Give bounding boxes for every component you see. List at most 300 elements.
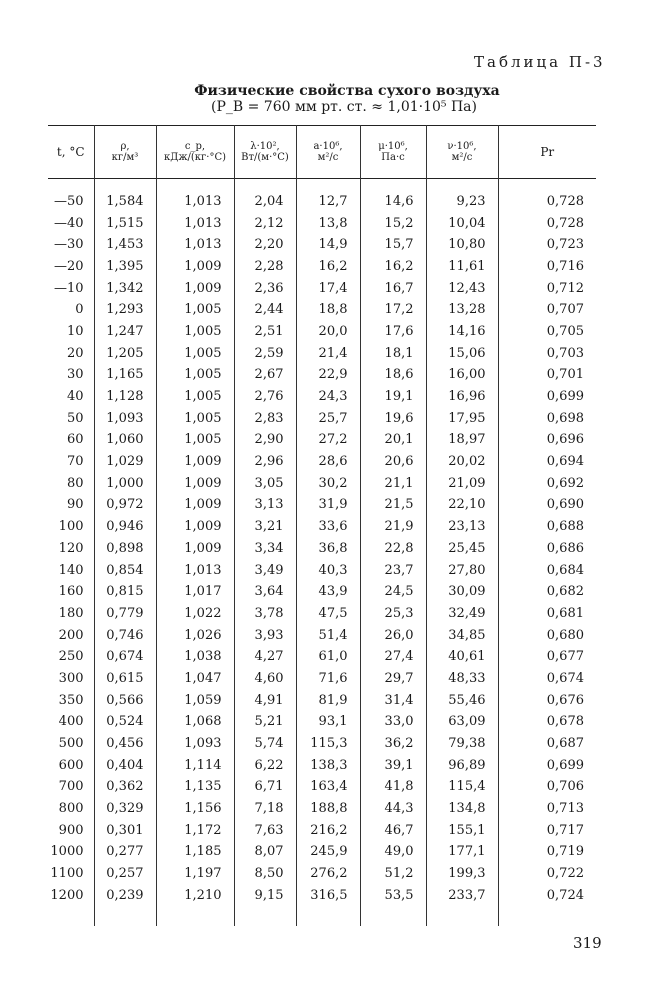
cell-pr: 0,690 [498,494,596,516]
cell-lambda: 5,74 [234,733,296,755]
table-row [48,191,596,213]
cell-nu: 30,09 [426,581,498,603]
table-row [48,516,596,538]
cell-nu: 16,96 [426,386,498,408]
table-row [48,299,596,321]
cell-t: 1000 [50,844,84,860]
cell-nu: 40,61 [426,646,498,668]
cell-pr: 0,676 [498,689,596,711]
table-row [48,342,596,364]
cell-rho: 1,128 [94,386,156,408]
cell-t: 0 [75,302,84,318]
header-line1: ρ, [120,141,130,152]
cell-nu: 25,45 [426,538,498,560]
cell-lambda: 2,51 [234,321,296,343]
empty-cell [426,179,498,191]
cell-nu: 34,85 [426,624,498,646]
header-line2: кг/м³ [111,152,139,163]
cell-pr: 0,674 [498,668,596,690]
cell-nu: 22,10 [426,494,498,516]
cell-cp: 1,026 [156,624,234,646]
cell-cp: 1,005 [156,299,234,321]
cell-t: 180 [58,605,84,621]
cell-mu: 44,3 [360,798,426,820]
cell-cp: 1,005 [156,342,234,364]
cell-cp: 1,009 [156,256,234,278]
header-t-col [48,126,94,179]
cell-a: 43,9 [296,581,360,603]
cell-t: 90 [66,497,84,513]
cell-cp: 1,022 [156,603,234,625]
cell-lambda: 3,49 [234,559,296,581]
table-row [48,798,596,820]
cell-t: —30 [53,237,84,253]
cell-nu: 134,8 [426,798,498,820]
cell-mu: 19,6 [360,407,426,429]
cell-a: 47,5 [296,603,360,625]
table-subtitle: (P_B = 760 мм рт. ст. ≈ 1,01·10⁵ Па) [211,99,477,115]
table-row [48,733,596,755]
cell-rho: 0,746 [94,624,156,646]
cell-cp: 1,013 [156,234,234,256]
cell-nu: 79,38 [426,733,498,755]
empty-cell [156,179,234,191]
table-row [48,494,596,516]
cell-pr: 0,681 [498,603,596,625]
cell-mu: 36,2 [360,733,426,755]
cell-t: 900 [58,822,84,838]
cell-t: 500 [58,736,84,752]
cell-pr: 0,719 [498,841,596,863]
table-label: Таблица П-3 [474,53,606,71]
cell-nu: 12,43 [426,277,498,299]
header-nu-col [426,126,498,179]
cell-rho: 0,524 [94,711,156,733]
cell-nu: 23,13 [426,516,498,538]
cell-a: 20,0 [296,321,360,343]
cell-pr: 0,701 [498,364,596,386]
cell-mu: 53,5 [360,885,426,907]
cell-mu: 17,6 [360,321,426,343]
table-row [48,646,596,668]
table-row [48,819,596,841]
cell-rho: 0,946 [94,516,156,538]
cell-pr: 0,716 [498,256,596,278]
header-line2: Вт/(м·°С) [241,152,289,163]
cell-lambda: 3,93 [234,624,296,646]
cell-t: 600 [58,757,84,773]
table-row [48,711,596,733]
cell-cp: 1,009 [156,538,234,560]
table-header [48,126,596,179]
cell-mu: 20,1 [360,429,426,451]
cell-a: 17,4 [296,277,360,299]
table-row [48,776,596,798]
cell-t: 200 [58,627,84,643]
table-row [48,234,596,256]
cell-nu: 9,23 [426,191,498,213]
cell-cp: 1,013 [156,559,234,581]
cell-rho: 1,029 [94,451,156,473]
cell-a: 93,1 [296,711,360,733]
empty-cell [48,179,94,191]
cell-lambda: 4,27 [234,646,296,668]
cell-pr: 0,728 [498,191,596,213]
cell-rho: 1,342 [94,277,156,299]
header-line1: t, °C [56,144,85,159]
cell-mu: 16,2 [360,256,426,278]
cell-a: 245,9 [296,841,360,863]
header-lambda-col [234,126,296,179]
cell-cp: 1,005 [156,429,234,451]
cell-cp: 1,059 [156,689,234,711]
cell-pr: 0,699 [498,386,596,408]
cell-lambda: 2,90 [234,429,296,451]
cell-lambda: 3,64 [234,581,296,603]
cell-nu: 63,09 [426,711,498,733]
cell-t: 250 [58,649,84,665]
cell-pr: 0,712 [498,277,596,299]
cell-pr: 0,682 [498,581,596,603]
cell-pr: 0,686 [498,538,596,560]
spacer-row [48,179,596,191]
cell-a: 33,6 [296,516,360,538]
cell-rho: 0,615 [94,668,156,690]
cell-nu: 27,80 [426,559,498,581]
cell-a: 31,9 [296,494,360,516]
cell-nu: 96,89 [426,754,498,776]
cell-a: 115,3 [296,733,360,755]
table-row [48,538,596,560]
table-row [48,624,596,646]
table-row [48,212,596,234]
cell-cp: 1,093 [156,733,234,755]
cell-lambda: 7,63 [234,819,296,841]
cell-lambda: 2,04 [234,191,296,213]
table-row [48,364,596,386]
empty-cell [94,906,156,926]
cell-a: 16,2 [296,256,360,278]
cell-pr: 0,717 [498,819,596,841]
cell-lambda: 2,96 [234,451,296,473]
empty-cell [296,179,360,191]
cell-cp: 1,005 [156,364,234,386]
cell-cp: 1,047 [156,668,234,690]
cell-nu: 48,33 [426,668,498,690]
cell-pr: 0,698 [498,407,596,429]
cell-mu: 24,5 [360,581,426,603]
cell-rho: 1,293 [94,299,156,321]
cell-lambda: 4,60 [234,668,296,690]
cell-a: 27,2 [296,429,360,451]
cell-nu: 115,4 [426,776,498,798]
cell-rho: 0,277 [94,841,156,863]
table-row [48,559,596,581]
table-row [48,668,596,690]
cell-rho: 1,584 [94,191,156,213]
cell-pr: 0,677 [498,646,596,668]
cell-mu: 21,9 [360,516,426,538]
cell-lambda: 3,21 [234,516,296,538]
cell-lambda: 3,13 [234,494,296,516]
cell-a: 22,9 [296,364,360,386]
cell-mu: 15,2 [360,212,426,234]
cell-rho: 0,566 [94,689,156,711]
cell-lambda: 3,05 [234,472,296,494]
cell-pr: 0,724 [498,885,596,907]
cell-cp: 1,005 [156,407,234,429]
cell-cp: 1,013 [156,212,234,234]
cell-pr: 0,687 [498,733,596,755]
cell-mu: 17,2 [360,299,426,321]
cell-t: 40 [66,389,84,405]
cell-rho: 0,815 [94,581,156,603]
cell-t: —50 [53,193,84,209]
cell-cp: 1,009 [156,472,234,494]
cell-mu: 29,7 [360,668,426,690]
cell-mu: 21,5 [360,494,426,516]
header-line2: м²/с [317,152,339,163]
cell-nu: 199,3 [426,863,498,885]
header-line1: μ·10⁶, [378,141,408,152]
cell-rho: 1,000 [94,472,156,494]
cell-cp: 1,005 [156,321,234,343]
cell-a: 40,3 [296,559,360,581]
cell-a: 316,5 [296,885,360,907]
cell-pr: 0,728 [498,212,596,234]
header-line1: λ·10², [250,141,280,152]
header-a-col [296,126,360,179]
cell-a: 18,8 [296,299,360,321]
cell-t: 50 [66,410,84,426]
cell-lambda: 6,71 [234,776,296,798]
cell-lambda: 7,18 [234,798,296,820]
cell-mu: 27,4 [360,646,426,668]
cell-a: 188,8 [296,798,360,820]
cell-nu: 155,1 [426,819,498,841]
cell-a: 216,2 [296,819,360,841]
cell-pr: 0,696 [498,429,596,451]
cell-t: 20 [66,345,84,361]
cell-rho: 1,395 [94,256,156,278]
table-row [48,689,596,711]
table-row [48,863,596,885]
cell-mu: 51,2 [360,863,426,885]
cell-lambda: 4,91 [234,689,296,711]
empty-cell [234,906,296,926]
cell-t: 100 [58,519,84,535]
table-row [48,841,596,863]
cell-lambda: 2,83 [234,407,296,429]
header-pr-col [498,126,596,179]
empty-cell [296,906,360,926]
empty-cell [360,906,426,926]
cell-a: 81,9 [296,689,360,711]
cell-lambda: 2,36 [234,277,296,299]
cell-lambda: 2,76 [234,386,296,408]
cell-pr: 0,713 [498,798,596,820]
cell-cp: 1,197 [156,863,234,885]
table-body [48,179,596,927]
cell-a: 25,7 [296,407,360,429]
cell-pr: 0,692 [498,472,596,494]
cell-t: —20 [53,258,84,274]
cell-nu: 21,09 [426,472,498,494]
cell-t: 70 [66,454,84,470]
cell-nu: 55,46 [426,689,498,711]
header-rho-col [94,126,156,179]
cell-nu: 16,00 [426,364,498,386]
cell-nu: 20,02 [426,451,498,473]
cell-cp: 1,009 [156,277,234,299]
cell-a: 14,9 [296,234,360,256]
table-row [48,407,596,429]
cell-t: 120 [58,540,84,556]
air-properties-table [48,125,596,926]
cell-cp: 1,005 [156,386,234,408]
cell-rho: 1,515 [94,212,156,234]
cell-lambda: 6,22 [234,754,296,776]
table-row [48,603,596,625]
cell-a: 30,2 [296,472,360,494]
cell-pr: 0,684 [498,559,596,581]
cell-t: —10 [53,280,84,296]
cell-mu: 49,0 [360,841,426,863]
cell-a: 36,8 [296,538,360,560]
cell-rho: 0,779 [94,603,156,625]
table-row [48,321,596,343]
header-mu-col [360,126,426,179]
cell-pr: 0,706 [498,776,596,798]
header-line2: кДж/(кг·°С) [163,152,227,163]
cell-rho: 0,404 [94,754,156,776]
cell-rho: 0,972 [94,494,156,516]
cell-t: 700 [58,779,84,795]
cell-cp: 1,156 [156,798,234,820]
cell-mu: 25,3 [360,603,426,625]
empty-cell [498,179,596,191]
cell-mu: 41,8 [360,776,426,798]
empty-cell [94,179,156,191]
empty-cell [498,906,596,926]
cell-a: 51,4 [296,624,360,646]
cell-pr: 0,688 [498,516,596,538]
cell-lambda: 2,59 [234,342,296,364]
cell-a: 12,7 [296,191,360,213]
cell-cp: 1,017 [156,581,234,603]
cell-rho: 0,301 [94,819,156,841]
cell-rho: 0,456 [94,733,156,755]
header-line1: a·10⁶, [313,141,343,152]
table-title: Физические свойства сухого воздуха [194,83,500,99]
cell-mu: 22,8 [360,538,426,560]
cell-pr: 0,723 [498,234,596,256]
cell-nu: 14,16 [426,321,498,343]
header-line1: c_p, [184,141,206,152]
cell-rho: 0,329 [94,798,156,820]
cell-cp: 1,135 [156,776,234,798]
table-row [48,581,596,603]
cell-lambda: 8,07 [234,841,296,863]
cell-lambda: 2,20 [234,234,296,256]
cell-a: 24,3 [296,386,360,408]
table-row [48,386,596,408]
cell-a: 28,6 [296,451,360,473]
table-row [48,277,596,299]
cell-mu: 39,1 [360,754,426,776]
cell-t: 10 [66,323,84,339]
cell-a: 71,6 [296,668,360,690]
cell-pr: 0,705 [498,321,596,343]
cell-t: 300 [58,670,84,686]
header-line1: ν·10⁶, [447,141,477,152]
empty-cell [360,179,426,191]
cell-rho: 0,257 [94,863,156,885]
cell-nu: 17,95 [426,407,498,429]
cell-mu: 26,0 [360,624,426,646]
cell-nu: 13,28 [426,299,498,321]
cell-rho: 0,674 [94,646,156,668]
cell-cp: 1,038 [156,646,234,668]
cell-rho: 0,898 [94,538,156,560]
cell-pr: 0,699 [498,754,596,776]
cell-pr: 0,678 [498,711,596,733]
cell-rho: 0,362 [94,776,156,798]
cell-nu: 32,49 [426,603,498,625]
cell-t: 60 [66,432,84,448]
cell-nu: 10,04 [426,212,498,234]
cell-cp: 1,009 [156,451,234,473]
cell-nu: 177,1 [426,841,498,863]
cell-mu: 21,1 [360,472,426,494]
header-line1: Pr [540,144,555,159]
cell-lambda: 2,12 [234,212,296,234]
cell-pr: 0,707 [498,299,596,321]
cell-mu: 23,7 [360,559,426,581]
cell-t: 80 [66,475,84,491]
cell-rho: 0,239 [94,885,156,907]
cell-cp: 1,013 [156,191,234,213]
cell-lambda: 3,34 [234,538,296,560]
cell-mu: 18,6 [360,364,426,386]
cell-rho: 1,165 [94,364,156,386]
table-row [48,256,596,278]
cell-mu: 46,7 [360,819,426,841]
cell-nu: 18,97 [426,429,498,451]
cell-pr: 0,680 [498,624,596,646]
cell-lambda: 8,50 [234,863,296,885]
cell-mu: 15,7 [360,234,426,256]
cell-t: —40 [53,215,84,231]
cell-t: 160 [58,584,84,600]
cell-t: 800 [58,801,84,817]
cell-t: 30 [66,367,84,383]
cell-a: 61,0 [296,646,360,668]
header-line2: Па·с [381,152,405,163]
cell-rho: 1,247 [94,321,156,343]
table-row [48,451,596,473]
cell-rho: 1,093 [94,407,156,429]
cell-t: 400 [58,714,84,730]
cell-a: 138,3 [296,754,360,776]
cell-cp: 1,185 [156,841,234,863]
cell-cp: 1,009 [156,516,234,538]
empty-cell [426,906,498,926]
cell-cp: 1,172 [156,819,234,841]
table-row [48,472,596,494]
cell-lambda: 2,28 [234,256,296,278]
cell-mu: 16,7 [360,277,426,299]
